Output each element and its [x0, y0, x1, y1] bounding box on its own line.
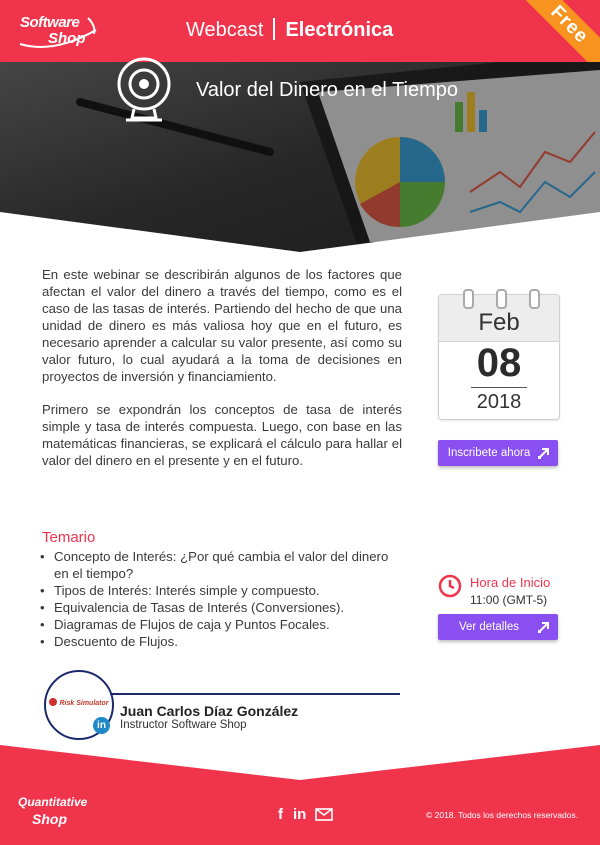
header-title-bold: Electrónica	[285, 19, 394, 41]
software-shop-logo[interactable]	[14, 8, 100, 52]
description	[42, 266, 402, 485]
date-calendar	[438, 294, 560, 420]
calendar-ring-icon	[463, 289, 474, 309]
free-ribbon: Free	[518, 0, 600, 76]
calendar-ring-icon	[529, 289, 540, 309]
risk-simulator-logo-text: Risk Simulator	[59, 700, 109, 707]
temario-item: • Tipos de Interés: Interés simple y compuesto.	[40, 582, 402, 599]
details-button[interactable]	[438, 614, 558, 640]
linkedin-icon[interactable]: in	[93, 717, 110, 734]
temario-item: • Concepto de Interés: ¿Por qué cambia el valor del dinero en el tiempo?	[40, 548, 402, 582]
description-paragraph-1: En este webinar se describirán algunos de los factores que afectan el valor del dinero a través del tiempo, como es el caso de las tasas de interés. Partiendo del hecho de que una unidad de dinero es más valiosa hoy que en el futuro, es necesario aprender a calcular su valor presente, así como su valor futuro, lo cual ayudará a la toma de decisiones en proyectos de inversión y financiamiento.	[42, 267, 402, 384]
logo-line2: Shop	[48, 30, 86, 47]
calendar-divider	[471, 387, 527, 388]
instructor-divider	[110, 693, 400, 695]
footer-logo-line2: Shop	[32, 811, 67, 827]
register-button-label: Inscribete ahora	[447, 447, 531, 459]
temario-item: • Equivalencia de Tasas de Interés (Conversiones).	[40, 599, 402, 616]
webcam-icon	[112, 54, 176, 126]
webinar-title: Valor del Dinero en el Tiempo	[196, 79, 458, 101]
risk-simulator-logo	[48, 698, 110, 707]
header-title-light: Webcast	[186, 19, 264, 41]
start-time-label: Hora de Inicio	[470, 575, 551, 590]
description-paragraph-2: Primero se expondrán los conceptos de tasa de interés simple y tasa de interés compuesta. Luego, con base en las matemáticas financieras, se explicará el cálculo para hallar el valor del dinero en el presente y en el futuro.	[42, 402, 402, 468]
calendar-day: 08	[476, 341, 522, 385]
temario-item: • Diagramas de Flujos de caja y Puntos Focales.	[40, 616, 402, 633]
footer	[0, 745, 600, 845]
temario-title: Temario	[42, 529, 96, 546]
instructor-name: Juan Carlos Díaz González	[120, 703, 299, 719]
temario-list	[40, 548, 402, 650]
start-time-value: 11:00 (GMT-5)	[470, 593, 548, 607]
linkedin-icon[interactable]: in	[293, 806, 307, 823]
facebook-icon[interactable]: f	[278, 806, 283, 823]
mail-icon[interactable]	[315, 808, 333, 821]
register-button[interactable]	[438, 440, 558, 466]
header-separator	[273, 18, 275, 40]
clock-icon	[438, 574, 462, 598]
temario-item: • Descuento de Flujos.	[40, 633, 402, 650]
arrow-up-right-icon	[538, 447, 550, 459]
arrow-up-right-icon	[538, 621, 550, 633]
footer-logo-line1: Quantitative	[18, 795, 88, 809]
copyright: © 2018. Todos los derechos reservados.	[426, 810, 579, 820]
calendar-ring-icon	[496, 289, 507, 309]
instructor-role: Instructor Software Shop	[120, 719, 247, 731]
footer-background	[0, 745, 600, 845]
calendar-year: 2018	[476, 391, 522, 413]
details-button-label: Ver detalles	[458, 621, 520, 633]
calendar-month: Feb	[478, 309, 520, 336]
risk-simulator-dot-icon	[49, 698, 57, 706]
header-title	[186, 18, 393, 42]
logo-line1: Software	[20, 14, 80, 31]
